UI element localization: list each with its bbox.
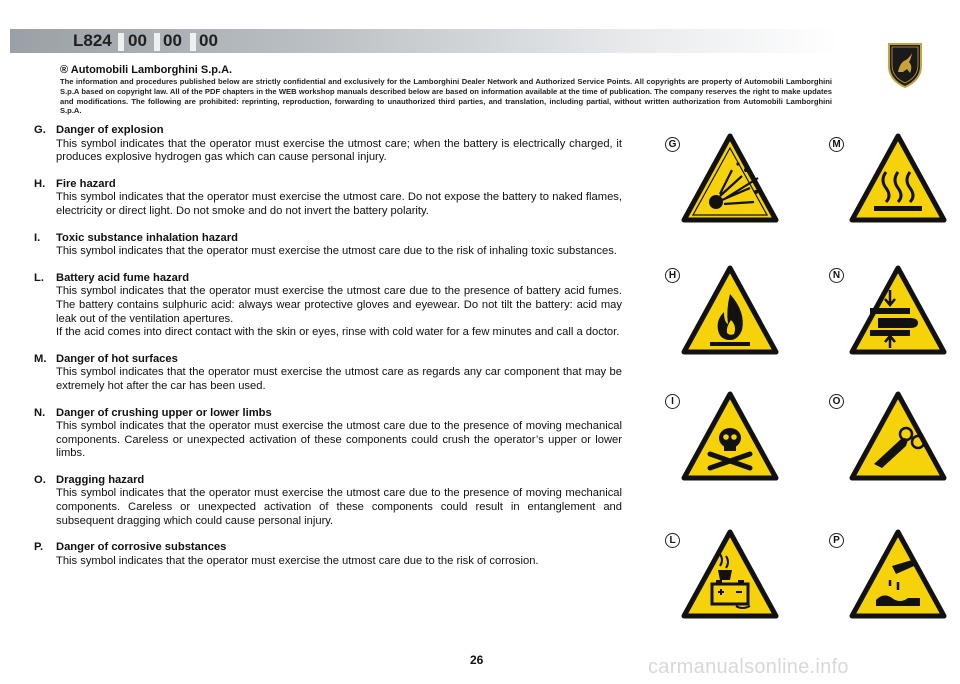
sign-badge-n: N — [829, 268, 844, 283]
item-title: Toxic substance inhalation hazard — [56, 231, 238, 244]
item-title: Danger of crushing upper or lower limbs — [56, 406, 272, 419]
item-letter: L. — [34, 271, 44, 284]
doc-code-section: 00 — [199, 31, 218, 50]
item-letter: G. — [34, 124, 46, 136]
sign-badge-l: L — [665, 533, 680, 548]
item-letter: O. — [34, 473, 46, 486]
doc-code-group: 00 — [128, 31, 147, 50]
item-description: This symbol indicates that the operator must exercise the utmost care. Do not expose the battery to naked flames, electricity or direct light. Do not smoke and do not invert the battery polarity. — [56, 191, 622, 217]
item-title: Battery acid fume hazard — [56, 271, 190, 284]
sign-badge-o: O — [829, 394, 844, 409]
document-header-bar — [10, 29, 840, 53]
sign-badge-p: P — [829, 533, 844, 548]
item-title: Fire hazard — [56, 177, 116, 190]
code-separator — [154, 33, 160, 51]
item-title: Danger of hot surfaces — [56, 352, 178, 365]
item-description: If the acid comes into direct contact with the skin or eyes, rinse with cold water for a few minutes and call a doctor. — [56, 326, 620, 339]
item-title: Dragging hazard — [56, 473, 145, 486]
sign-badge-i: I — [665, 394, 680, 409]
corrosive-icon — [848, 526, 948, 626]
item-description: This symbol indicates that the operator must exercise the utmost care due to the risk of corrosion. — [56, 554, 539, 567]
hazard-item-g — [34, 124, 622, 165]
item-description: This symbol indicates that the operator must exercise the utmost care due to the presence of moving mechanical components. Careless or unexpected activation of these components could crush the operator’s upper or lower limbs. — [56, 420, 622, 460]
battery-acid-fume-icon — [680, 526, 780, 626]
watermark-text: carmanualsonline.info — [648, 656, 849, 678]
lamborghini-logo — [886, 42, 924, 88]
hazard-item-p — [34, 541, 622, 568]
code-separator — [118, 33, 124, 51]
item-description: This symbol indicates that the operator must exercise the utmost care; when the battery is electrically charged, it produces explosive hydrogen gas which can cause personal injury. — [56, 137, 622, 164]
doc-code-model: L824 — [73, 31, 112, 50]
hot-surface-icon — [848, 130, 948, 230]
copyright-text: The information and procedures published below are strictly confidential and exclusively for the Lamborghini Dealer Network and Authorized Service Points. All copyrights are property of Automobili Lamborghini S.p.A based on copyright law. All of the PDF chapters in the WEB workshop manuals described below are based on information available at the time of publication. The company reserves the right to make updates and modifications. The following are prohibited: reprinting, reproduction, forwarding to unauthorized third parties, and translation, including partial, without written authorization from Automobili Lamborghini S.p.A. — [60, 77, 832, 116]
item-description: This symbol indicates that the operator must exercise the utmost care due to the risk of inhaling toxic substances. — [56, 245, 617, 258]
hazard-item-n — [34, 407, 622, 461]
sign-badge-h: H — [665, 268, 680, 283]
item-letter: H. — [34, 177, 46, 190]
crushing-hand-icon — [848, 262, 948, 362]
item-letter: P. — [34, 541, 44, 554]
sign-badge-g: G — [665, 137, 680, 152]
sign-badge-m: M — [829, 137, 844, 152]
fire-icon — [680, 262, 780, 362]
page-number: 26 — [470, 653, 484, 667]
code-separator — [190, 33, 196, 51]
skull-crossbones-icon — [680, 388, 780, 488]
item-description: This symbol indicates that the operator must exercise the utmost care as regards any car component that may be extremely hot after the car has been used. — [56, 366, 622, 392]
doc-code-subgroup: 00 — [163, 31, 182, 50]
item-letter: N. — [34, 406, 46, 419]
copyright-notice — [60, 64, 832, 116]
hazard-item-h — [34, 178, 622, 219]
item-letter: I. — [34, 231, 41, 244]
hazard-item-m — [34, 353, 622, 394]
item-letter: M. — [34, 352, 47, 365]
hazard-item-i — [34, 232, 622, 259]
hazard-item-l — [34, 272, 622, 340]
item-description: This symbol indicates that the operator must exercise the utmost care due to the presence of battery acid fumes. The battery contains sulphuric acid: always wear protective gloves and eyewear. Do not tilt the battery: acid may leak out of the ventilation apertures. — [56, 285, 622, 325]
explosion-icon — [680, 130, 780, 230]
item-title: Danger of corrosive substances — [56, 541, 227, 554]
hazard-list — [34, 124, 622, 581]
item-title: Danger of explosion — [56, 124, 164, 136]
hazard-item-o — [34, 474, 622, 528]
dragging-hazard-icon — [848, 388, 948, 488]
item-description: This symbol indicates that the operator must exercise the utmost care due to the presence of moving mechanical components. Careless or unexpected activation of these components could result in entanglement and subsequent dragging which could cause personal injury. — [56, 487, 622, 527]
copyright-title: ® Automobili Lamborghini S.p.A. — [60, 64, 233, 76]
